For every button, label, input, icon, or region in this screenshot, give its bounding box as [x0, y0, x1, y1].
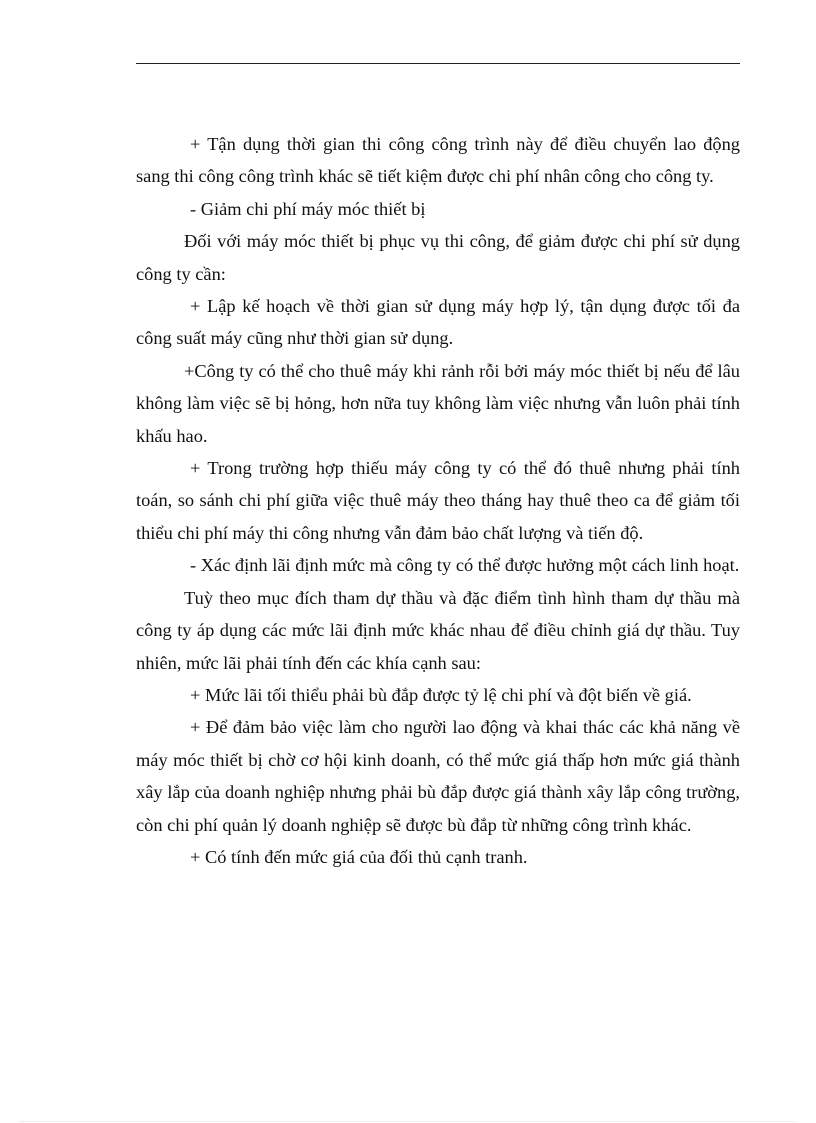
document-body	[136, 128, 740, 873]
paragraph-profit-margin: - Xác định lãi định mức mà công ty có thể được hưởng một cách linh hoạt.	[190, 555, 740, 576]
paragraph-machine-shortage: + Trong trường hợp thiếu máy công ty có thể đó thuê nhưng phải tính toán, so sánh chi phí giữa việc thuê máy theo tháng hay thuê theo ca để giảm tối thiểu chi phí máy thi công nhưng vẫn đảm bảo chất lượng và tiến độ.	[136, 458, 740, 543]
paragraph-competitor-price: + Có tính đến mức giá của đối thủ cạnh tranh.	[190, 846, 528, 867]
paragraph-minimum-margin: + Mức lãi tối thiểu phải bù đắp được tỷ lệ chi phí và đột biến về giá.	[190, 684, 692, 705]
paragraph-machine-intro: Đối với máy móc thiết bị phục vụ thi công, để giảm được chi phí sử dụng công ty cần:	[136, 231, 740, 284]
paragraph-bid-purpose: Tuỳ theo mục đích tham dự thầu và đặc điểm tình hình tham dự thầu mà công ty áp dụng các mức lãi định mức khác nhau để điều chỉnh giá dự thầu. Tuy nhiên, mức lãi phải tính đến các khía cạnh sau:	[136, 587, 740, 673]
paragraph-reduce-machine-cost: - Giảm chi phí máy móc thiết bị	[190, 198, 426, 219]
paragraph-employment: + Để đảm bảo việc làm cho người lao động và khai thác các khả năng về máy móc thiết bị chờ cơ hội kinh doanh, có thể mức giá thấp hơn mức giá thành xây lắp của doanh nghiệp nhưng phải bù đắp được giá thành xây lắp công trường, còn chi phí quản lý doanh nghiệp sẽ được bù đắp từ những công trình khác.	[136, 717, 740, 835]
header-rule	[136, 63, 740, 64]
paragraph-usage-plan: + Lập kế hoạch về thời gian sử dụng máy hợp lý, tận dụng được tối đa công suất máy cũng như thời gian sử dụng.	[136, 296, 740, 349]
footer-dotted-rule	[20, 1121, 796, 1122]
paragraph-machine-rental: +Công ty có thể cho thuê máy khi rảnh rỗi bởi máy móc thiết bị nếu để lâu không làm việc sẽ bị hỏng, hơn nữa tuy không làm việc nhưng vẫn luôn phải tính khấu hao.	[136, 360, 740, 446]
paragraph-labor-reuse: + Tận dụng thời gian thi công công trình này để điều chuyển lao động sang thi công công trình khác sẽ tiết kiệm được chi phí nhân công cho công ty.	[136, 134, 740, 187]
